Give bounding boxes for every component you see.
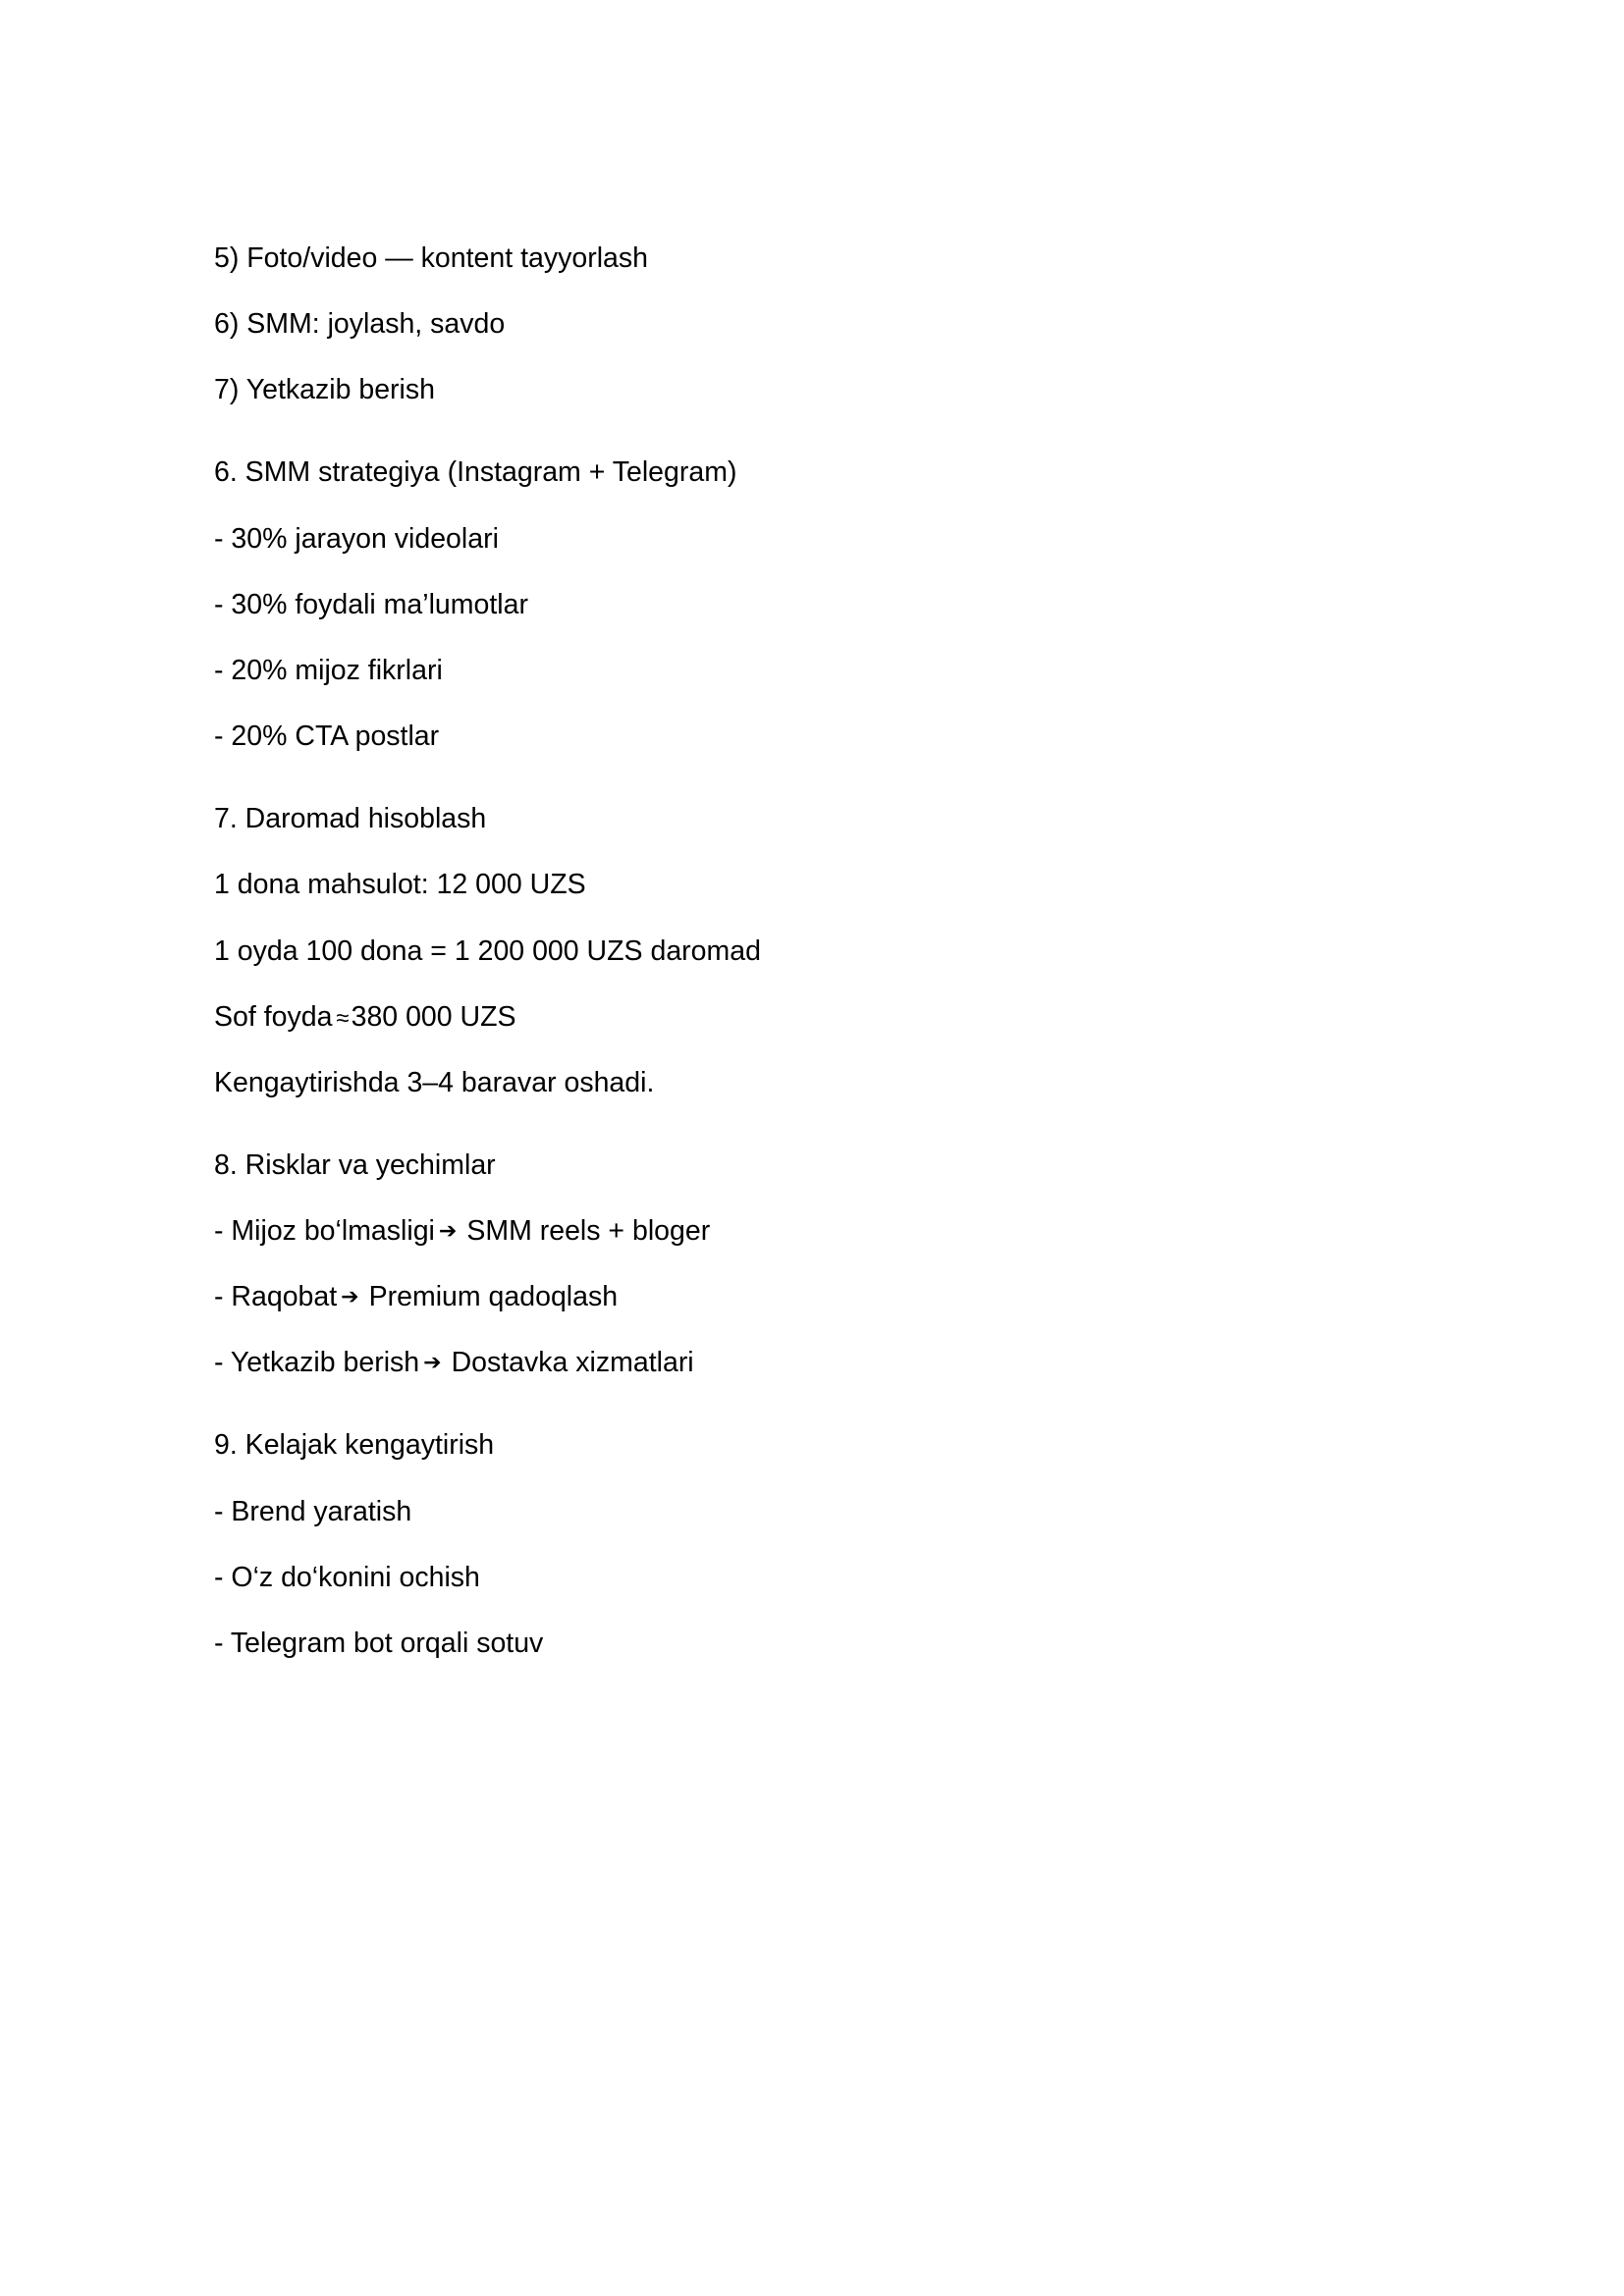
net-profit-value: 380 000 UZS (351, 1000, 516, 1033)
net-profit-label: Sof foyda (214, 1000, 333, 1033)
section-heading: 7. Daromad hisoblash (214, 803, 487, 835)
risk-item (214, 1214, 1412, 1248)
risk-text: - Raqobat (214, 1281, 338, 1313)
step-item: 7) Yetkazib berish (214, 374, 435, 406)
solution-text: SMM reels + bloger (466, 1215, 711, 1248)
scaling-line: Kengaytirishda 3–4 baravar oshadi. (214, 1066, 655, 1098)
section-heading: 8. Risklar va yechimlar (214, 1148, 496, 1181)
list-item: - O‘z do‘konini ochish (214, 1561, 480, 1593)
section-heading: 6. SMM strategiya (Instagram + Telegram) (214, 456, 737, 489)
document-body (214, 241, 1412, 1660)
production-steps-tail (214, 241, 1412, 406)
risk-text: - Mijoz bo‘lmasligi (214, 1215, 435, 1248)
arrow-right-icon: ➔ (438, 1218, 458, 1244)
list-item: - 30% jarayon videolari (214, 522, 499, 555)
list-item: - 20% CTA postlar (214, 721, 440, 753)
section-heading: 9. Kelajak kengaytirish (214, 1429, 495, 1462)
net-profit-line (214, 1000, 1412, 1034)
smm-strategy-section (214, 455, 1412, 753)
risk-text: - Yetkazib berish (214, 1347, 420, 1379)
arrow-right-icon: ➔ (341, 1284, 359, 1309)
approx-symbol: ≈ (336, 1004, 350, 1032)
risks-section (214, 1148, 1412, 1380)
list-item: - Telegram bot orqali sotuv (214, 1628, 544, 1659)
unit-price-line: 1 dona mahsulot: 12 000 UZS (214, 869, 586, 901)
revenue-section (214, 802, 1412, 1099)
step-item: 6) SMM: joylash, savdo (214, 308, 506, 341)
solution-text: Dostavka xizmatlari (451, 1347, 694, 1379)
list-item: - 20% mijoz fikrlari (214, 654, 443, 686)
monthly-revenue-line: 1 oyda 100 dona = 1 200 000 UZS daromad (214, 934, 761, 967)
arrow-right-icon: ➔ (423, 1350, 442, 1375)
risk-item (214, 1280, 1412, 1313)
future-expansion-section (214, 1428, 1412, 1660)
risk-item (214, 1346, 1412, 1379)
list-item: - Brend yaratish (214, 1495, 412, 1527)
step-item: 5) Foto/video — kontent tayyorlash (214, 242, 648, 274)
list-item: - 30% foydali ma’lumotlar (214, 588, 528, 620)
solution-text: Premium qadoqlash (368, 1281, 619, 1313)
